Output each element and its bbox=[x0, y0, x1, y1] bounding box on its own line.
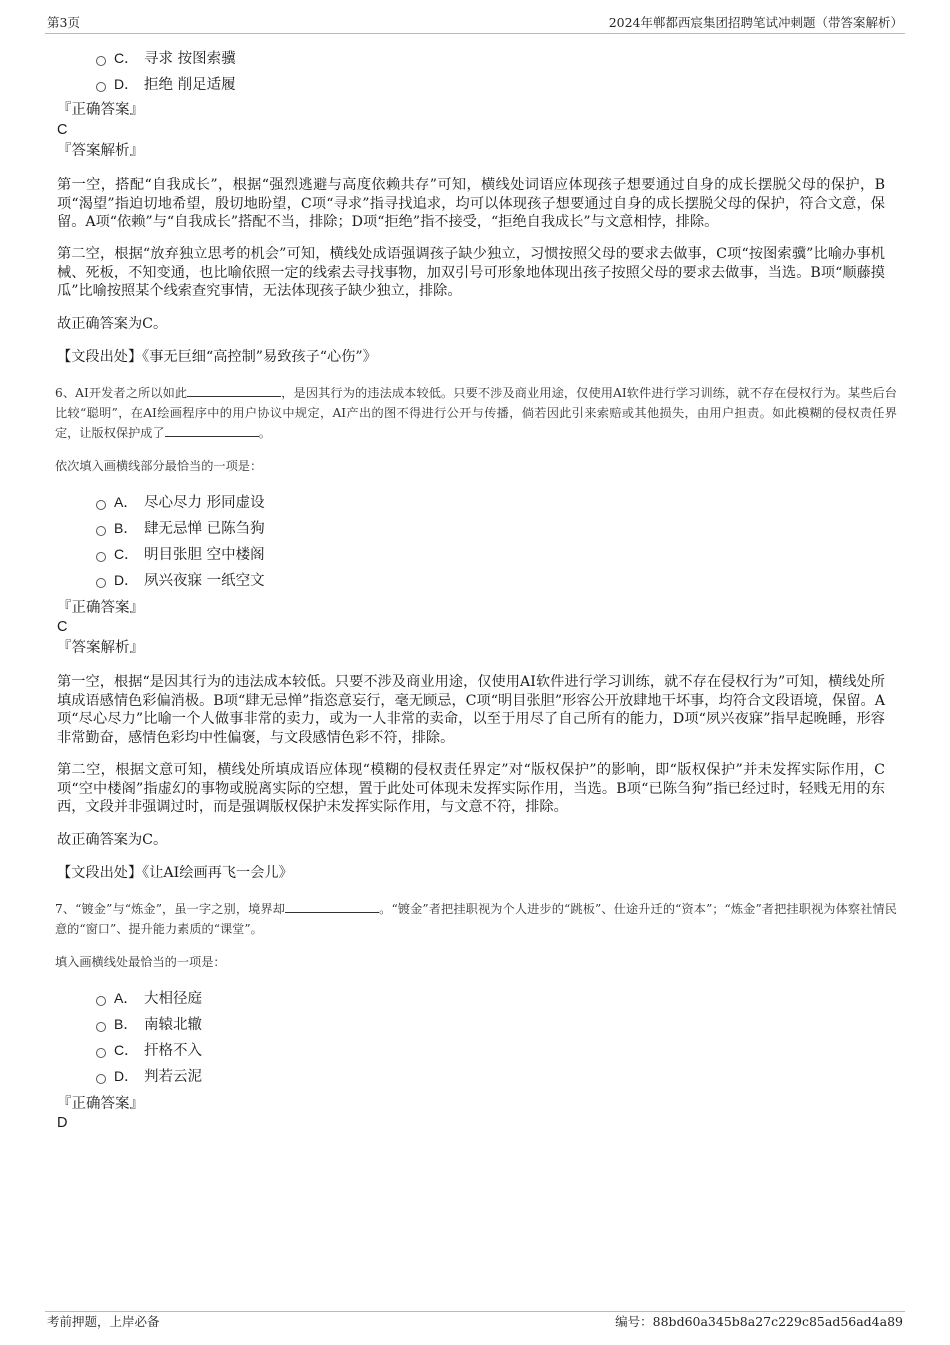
q6-option-d[interactable]: D． 夙兴夜寐 一纸空文 bbox=[96, 570, 265, 590]
radio-icon[interactable] bbox=[96, 82, 106, 92]
q6-stem: 6、AI开发者之所以如此 ，是因其行为的违法成本较低。只要不涉及商业用途，仅使用AI软件进行学习训练，就不存在侵权行为。某些后台比较“聪明”，在AI绘画程序中的用户协议中规定，AI产出的图不得进行公开与传播，倘若因此引来索赔或其他损失，由用户担责。如此模糊的侵权责任界定，让版权保护成了 。 bbox=[55, 386, 897, 440]
q7-option-d[interactable]: D． 判若云泥 bbox=[96, 1066, 202, 1086]
answer-blank bbox=[285, 900, 379, 913]
q7-stem: 7、“镀金”与“炼金”，虽一字之别，境界却 。“镀金”者把挂职视为个人进步的“跳板”、仕途升迁的“资本”；“炼金”者把挂职视为体察社情民意的“窗口”、提升能力素质的“课堂”。 bbox=[55, 902, 897, 936]
answer-blank bbox=[165, 424, 259, 437]
q6-correct-answer-label: 『正确答案』 bbox=[57, 600, 144, 616]
q6-prompt: 依次填入画横线部分最恰当的一项是： bbox=[55, 459, 263, 473]
q6-option-a[interactable]: A． 尽心尽力 形同虚设 bbox=[96, 492, 265, 512]
answer-blank bbox=[187, 384, 281, 397]
header-divider bbox=[45, 33, 905, 34]
q6-source: 【文段出处】《让AI绘画再飞一会儿》 bbox=[57, 865, 293, 881]
page-header bbox=[45, 14, 905, 32]
document-id: 编号：88bd60a345b8a27c229c85ad56ad4a89 bbox=[615, 1314, 903, 1329]
footer-divider bbox=[45, 1311, 905, 1312]
q7-option-b[interactable]: B． 南辕北辙 bbox=[96, 1014, 202, 1034]
q6-option-c[interactable]: C． 明目张胆 空中楼阁 bbox=[96, 544, 265, 564]
q5-option-d[interactable]: D． 拒绝 削足适履 bbox=[96, 74, 236, 94]
radio-icon[interactable] bbox=[96, 578, 106, 588]
document-title: 2024年郸都西宸集团招聘笔试冲刺题（带答案解析） bbox=[608, 15, 903, 30]
q7-option-c[interactable]: C． 扞格不入 bbox=[96, 1040, 202, 1060]
radio-icon[interactable] bbox=[96, 1074, 106, 1084]
radio-icon[interactable] bbox=[96, 1048, 106, 1058]
q6-answer: C bbox=[57, 619, 68, 635]
q6-analysis-paragraph-2: 第二空，根据文意可知，横线处所填成语应体现“模糊的侵权责任界定”对“版权保护”的影响，即“版权保护”并未发挥实际作用，C项“空中楼阁”指虚幻的事物或脱离实际的空想，置于此处可体现未发挥实际作用，当选。B项“已陈刍狗”指已经过时，轻贱无用的东西，文段并非强调过时，而是强调版权保护未发挥实际作用，与文意不符，排除。 bbox=[57, 762, 885, 815]
q6-analysis-conclusion: 故正确答案为C。 bbox=[57, 832, 168, 848]
q5-analysis-label: 『答案解析』 bbox=[57, 143, 144, 159]
radio-icon[interactable] bbox=[96, 526, 106, 536]
q6-analysis-paragraph-1: 第一空，根据“是因其行为的违法成本较低。只要不涉及商业用途，仅使用AI软件进行学习训练，就不存在侵权行为”可知，横线处所填成语感情色彩偏消极。B项“肆无忌惮”指恣意妄行，毫无顾忌，C项“明目张胆”形容公开放肆地干坏事，均符合文段语境，保留。A项“尽心尽力”比喻一个人做事非常的卖力，或为一人非常的卖命，以至于用尽了自己所有的能力，D项“夙兴夜寐”指早起晚睡，形容非常勤奋，感情色彩均中性偏褒，与文段感情色彩不符，排除。 bbox=[57, 674, 885, 746]
q6-option-b[interactable]: B． 肆无忌惮 已陈刍狗 bbox=[96, 518, 265, 538]
radio-icon[interactable] bbox=[96, 1022, 106, 1032]
q5-option-c[interactable]: C． 寻求 按图索骥 bbox=[96, 48, 236, 68]
q5-analysis-conclusion: 故正确答案为C。 bbox=[57, 316, 168, 332]
page-number: 第3页 bbox=[47, 15, 80, 30]
footer-slogan: 考前押题，上岸必备 bbox=[47, 1314, 160, 1329]
q7-answer: D bbox=[57, 1115, 68, 1131]
page-footer bbox=[45, 1313, 905, 1331]
q5-correct-answer-label: 『正确答案』 bbox=[57, 102, 144, 118]
q5-analysis-paragraph-2: 第二空，根据“放弃独立思考的机会”可知，横线处成语强调孩子缺少独立，习惯按照父母的要求去做事，C项“按图索骥”比喻办事机械、死板，不知变通，也比喻依照一定的线索去寻找事物，加双引号可形象地体现出孩子按照父母的要求去做事，当选。B项“顺藤摸瓜”比喻按照某个线索查究事情，无法体现孩子缺少独立，排除。 bbox=[57, 246, 885, 299]
q6-analysis-label: 『答案解析』 bbox=[57, 640, 144, 656]
q5-analysis-paragraph-1: 第一空，搭配“自我成长”，根据“强烈逃避与高度依赖共存”可知，横线处词语应体现孩子想要通过自身的成长摆脱父母的保护，B项“渴望”指迫切地希望，殷切地盼望，C项“寻求”指寻找追求，均可以体现孩子想要通过自身的成长摆脱父母的保护，符合文意，保留。A项“依赖”与“自我成长”搭配不当，排除；D项“拒绝”指不接受，“拒绝自我成长”与文意相悖，排除。 bbox=[57, 177, 885, 230]
q5-answer: C bbox=[57, 122, 68, 138]
q5-source: 【文段出处】《事无巨细“高控制”易致孩子“心伤”》 bbox=[57, 349, 377, 365]
radio-icon[interactable] bbox=[96, 500, 106, 510]
radio-icon[interactable] bbox=[96, 552, 106, 562]
radio-icon[interactable] bbox=[96, 56, 106, 66]
q7-option-a[interactable]: A． 大相径庭 bbox=[96, 988, 202, 1008]
q7-prompt: 填入画横线处最恰当的一项是： bbox=[55, 955, 226, 969]
q7-correct-answer-label: 『正确答案』 bbox=[57, 1096, 144, 1112]
radio-icon[interactable] bbox=[96, 996, 106, 1006]
